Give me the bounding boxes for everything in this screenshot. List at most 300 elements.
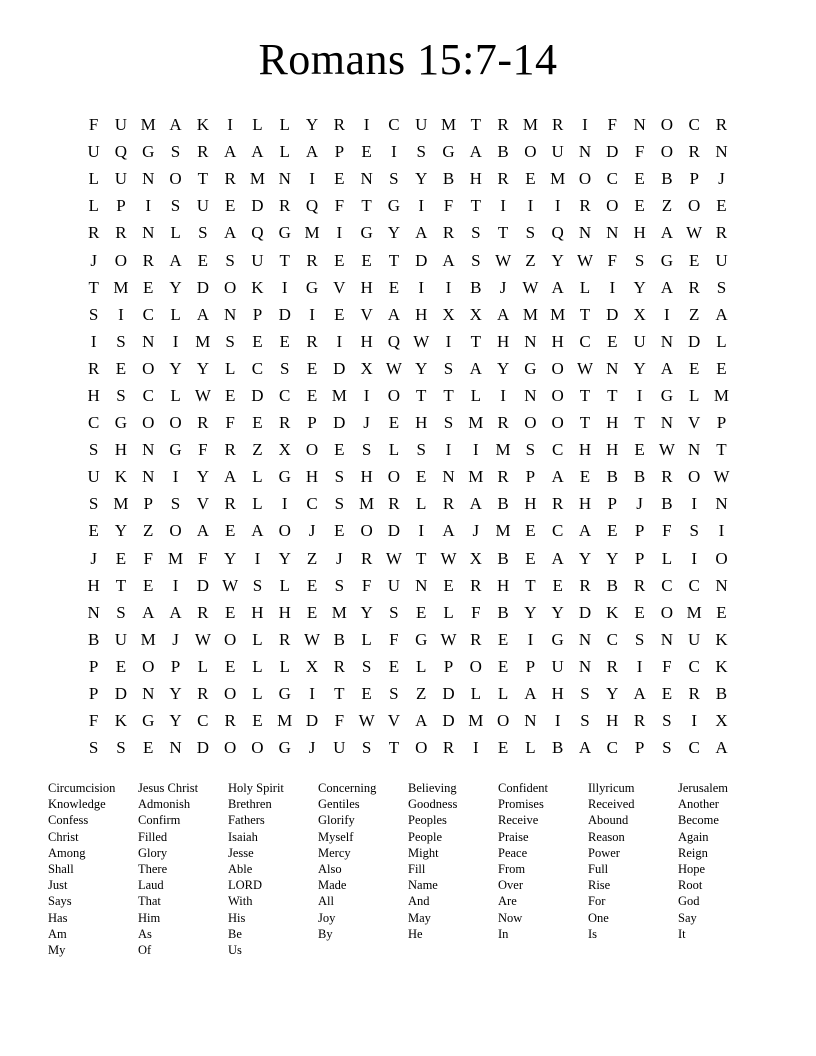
word-list-item: Now bbox=[498, 910, 523, 925]
grid-cell: Z bbox=[688, 304, 700, 324]
grid-cell: B bbox=[497, 494, 509, 514]
grid-cell: I bbox=[472, 738, 479, 758]
grid-cell: M bbox=[113, 494, 129, 514]
grid-cell: L bbox=[688, 385, 700, 405]
grid-cell: S bbox=[334, 494, 345, 514]
grid-cell: R bbox=[279, 629, 291, 649]
grid-cell: Y bbox=[169, 277, 182, 297]
grid-cell: A bbox=[415, 223, 428, 243]
grid-cell: I bbox=[691, 494, 698, 514]
grid-cell: V bbox=[387, 711, 401, 731]
grid-cell: L bbox=[170, 223, 181, 243]
grid-cell: S bbox=[471, 250, 481, 270]
grid-cell: A bbox=[469, 142, 482, 162]
grid-cell: O bbox=[578, 169, 592, 189]
grid-cell: M bbox=[140, 629, 156, 649]
word-list-column bbox=[408, 780, 498, 942]
grid-cell: U bbox=[633, 331, 646, 351]
grid-cell: X bbox=[715, 711, 728, 731]
grid-cell: A bbox=[223, 223, 237, 243]
grid-cell: O bbox=[606, 196, 619, 216]
grid-cell: N bbox=[660, 413, 674, 433]
grid-cell: M bbox=[713, 385, 730, 405]
word-list-item: Might bbox=[408, 845, 439, 860]
grid-cell: C bbox=[661, 575, 673, 595]
grid-cell: T bbox=[388, 250, 400, 270]
grid-cell: A bbox=[469, 494, 482, 514]
word-list-item: Another bbox=[678, 797, 719, 812]
grid-cell: I bbox=[472, 440, 479, 460]
grid-cell: Y bbox=[578, 548, 592, 568]
grid-cell: N bbox=[142, 440, 155, 460]
grid-cell: H bbox=[496, 331, 510, 351]
word-list-item: Confident bbox=[498, 781, 548, 795]
grid-cell: G bbox=[278, 738, 291, 758]
grid-cell: T bbox=[525, 575, 536, 595]
grid-cell: N bbox=[415, 575, 428, 595]
grid-cell: F bbox=[607, 250, 618, 270]
grid-cell: P bbox=[88, 684, 99, 704]
grid-cell: Y bbox=[196, 467, 209, 487]
grid-cell: E bbox=[306, 358, 318, 378]
grid-cell: Z bbox=[661, 196, 673, 216]
grid-cell: W bbox=[222, 575, 239, 595]
grid-cell: X bbox=[469, 304, 482, 324]
grid-cell: M bbox=[167, 548, 184, 568]
grid-cell: E bbox=[197, 250, 209, 270]
grid-cell: K bbox=[251, 277, 264, 297]
grid-cell: S bbox=[662, 711, 672, 731]
word-list-item: People bbox=[408, 829, 443, 844]
grid-cell: N bbox=[578, 629, 592, 649]
word-list-item: Root bbox=[678, 878, 703, 893]
grid-cell: E bbox=[252, 711, 263, 731]
word-list-item: Admonish bbox=[138, 797, 191, 812]
grid-cell: O bbox=[169, 169, 182, 189]
grid-cell: N bbox=[606, 358, 619, 378]
word-list-item: Made bbox=[318, 878, 347, 893]
grid-cell: A bbox=[387, 304, 401, 324]
word-list-column bbox=[678, 780, 768, 942]
grid-cell: R bbox=[87, 358, 100, 378]
grid-cell: M bbox=[468, 711, 484, 731]
grid-cell: J bbox=[336, 548, 343, 568]
grid-cell: O bbox=[496, 711, 510, 731]
grid-cell: C bbox=[279, 385, 291, 405]
grid-cell: O bbox=[524, 413, 537, 433]
grid-cell: T bbox=[443, 385, 454, 405]
grid-cell: A bbox=[223, 142, 237, 162]
grid-cell: Y bbox=[169, 711, 182, 731]
grid-cell: L bbox=[170, 385, 181, 405]
grid-cell: U bbox=[87, 467, 100, 487]
grid-cell: I bbox=[664, 304, 670, 324]
grid-cell: P bbox=[634, 521, 645, 541]
grid-cell: A bbox=[524, 684, 537, 704]
grid-cell: M bbox=[331, 385, 347, 405]
grid-cell: P bbox=[607, 494, 618, 514]
grid-cell: A bbox=[578, 738, 592, 758]
grid-cell: L bbox=[716, 331, 727, 351]
word-list bbox=[48, 780, 768, 958]
grid-cell: W bbox=[686, 223, 703, 243]
grid-cell: P bbox=[334, 142, 345, 162]
grid-cell: N bbox=[524, 385, 537, 405]
grid-cell: E bbox=[143, 738, 154, 758]
grid-cell: A bbox=[551, 548, 564, 568]
grid-cell: H bbox=[415, 304, 428, 324]
grid-cell: R bbox=[115, 223, 127, 243]
grid-cell: N bbox=[578, 656, 592, 676]
grid-cell: E bbox=[115, 548, 127, 568]
grid-cell: I bbox=[227, 115, 233, 135]
word-list-item: Rise bbox=[588, 878, 611, 893]
grid-cell: E bbox=[361, 250, 372, 270]
grid-cell: N bbox=[142, 169, 155, 189]
grid-cell: O bbox=[223, 684, 237, 704]
grid-cell: L bbox=[252, 684, 263, 704]
grid-cell: E bbox=[634, 169, 645, 189]
grid-cell: E bbox=[661, 684, 673, 704]
grid-cell: K bbox=[196, 115, 209, 135]
grid-cell: B bbox=[87, 629, 100, 649]
grid-cell: F bbox=[389, 629, 399, 649]
grid-cell: N bbox=[142, 223, 155, 243]
word-list-item: Promises bbox=[498, 797, 544, 812]
grid-cell: E bbox=[607, 521, 618, 541]
word-list-item: Power bbox=[588, 845, 620, 860]
grid-cell: O bbox=[660, 115, 674, 135]
grid-cell: E bbox=[525, 169, 536, 189]
grid-cell: A bbox=[196, 304, 209, 324]
grid-cell: F bbox=[198, 548, 208, 568]
grid-cell: I bbox=[636, 656, 643, 676]
grid-cell: E bbox=[334, 521, 345, 541]
grid-cell: K bbox=[606, 602, 619, 622]
grid-cell: B bbox=[606, 575, 618, 595]
word-list-item: Illyricum bbox=[588, 781, 635, 795]
grid-cell: C bbox=[688, 575, 700, 595]
grid-cell: E bbox=[252, 331, 263, 351]
grid-cell: O bbox=[387, 467, 401, 487]
grid-cell: D bbox=[606, 304, 619, 324]
grid-cell: S bbox=[716, 277, 727, 297]
grid-cell: R bbox=[688, 277, 700, 297]
grid-cell: T bbox=[416, 385, 427, 405]
grid-cell: Z bbox=[143, 521, 154, 541]
letter-grid bbox=[80, 111, 735, 761]
grid-cell: E bbox=[525, 521, 536, 541]
grid-cell: W bbox=[658, 440, 675, 460]
word-list-item: Filled bbox=[138, 829, 168, 844]
grid-cell: D bbox=[688, 331, 701, 351]
grid-cell: I bbox=[554, 711, 561, 731]
grid-cell: I bbox=[363, 385, 370, 405]
grid-cell: E bbox=[143, 277, 154, 297]
word-list-item: Myself bbox=[318, 829, 354, 844]
grid-cell: O bbox=[387, 385, 401, 405]
grid-cell: E bbox=[224, 385, 236, 405]
grid-cell: B bbox=[333, 629, 345, 649]
grid-cell: C bbox=[552, 440, 564, 460]
grid-cell: H bbox=[469, 169, 482, 189]
grid-cell: E bbox=[279, 331, 290, 351]
grid-cell: W bbox=[522, 277, 539, 297]
word-list-item: Receive bbox=[498, 813, 539, 828]
grid-cell: U bbox=[688, 629, 701, 649]
word-list-item: Be bbox=[228, 926, 242, 941]
grid-cell: T bbox=[470, 115, 481, 135]
grid-cell: B bbox=[442, 169, 455, 189]
word-list-item: Of bbox=[138, 943, 152, 958]
grid-cell: A bbox=[442, 250, 455, 270]
grid-cell: K bbox=[114, 711, 128, 731]
grid-cell: M bbox=[359, 494, 375, 514]
grid-cell: T bbox=[334, 684, 345, 704]
grid-cell: C bbox=[142, 304, 154, 324]
grid-cell: M bbox=[522, 304, 538, 324]
grid-cell: R bbox=[688, 684, 700, 704]
word-list-item: Isaiah bbox=[228, 829, 258, 844]
grid-cell: H bbox=[551, 684, 564, 704]
grid-cell: N bbox=[524, 711, 537, 731]
grid-cell: L bbox=[170, 304, 181, 324]
word-list-item: Reign bbox=[678, 845, 708, 860]
grid-cell: E bbox=[716, 602, 727, 622]
grid-cell: C bbox=[251, 358, 264, 378]
word-list-item: His bbox=[228, 910, 246, 925]
grid-cell: P bbox=[252, 304, 263, 324]
grid-cell: O bbox=[223, 277, 237, 297]
grid-cell: H bbox=[360, 467, 373, 487]
grid-cell: T bbox=[497, 223, 509, 243]
grid-cell: D bbox=[196, 277, 209, 297]
grid-cell: E bbox=[607, 331, 618, 351]
word-list-column bbox=[48, 780, 138, 958]
grid-cell: D bbox=[387, 521, 401, 541]
grid-cell: A bbox=[442, 521, 455, 541]
grid-cell: G bbox=[660, 385, 674, 405]
grid-cell: T bbox=[416, 548, 427, 568]
grid-cell: T bbox=[579, 413, 591, 433]
grid-cell: L bbox=[197, 656, 209, 676]
grid-cell: I bbox=[500, 385, 506, 405]
grid-cell: I bbox=[118, 304, 124, 324]
grid-cell: O bbox=[688, 196, 701, 216]
grid-cell: O bbox=[551, 358, 564, 378]
grid-cell: J bbox=[308, 738, 316, 758]
grid-cell: R bbox=[606, 656, 618, 676]
grid-cell: U bbox=[333, 738, 346, 758]
grid-cell: C bbox=[688, 738, 700, 758]
grid-cell: T bbox=[607, 385, 618, 405]
word-list-item: With bbox=[228, 894, 253, 909]
word-list-item: Gentiles bbox=[318, 797, 360, 812]
grid-cell: H bbox=[360, 331, 373, 351]
grid-cell: X bbox=[360, 358, 373, 378]
grid-cell: O bbox=[660, 142, 674, 162]
grid-cell: P bbox=[307, 413, 317, 433]
grid-cell: L bbox=[252, 629, 263, 649]
grid-cell: M bbox=[331, 602, 347, 622]
word-list-column bbox=[138, 780, 228, 958]
grid-cell: S bbox=[471, 223, 481, 243]
grid-cell: G bbox=[278, 684, 291, 704]
grid-cell: R bbox=[579, 196, 591, 216]
grid-cell: I bbox=[445, 440, 452, 460]
word-list-item: Am bbox=[48, 926, 67, 941]
grid-cell: H bbox=[524, 494, 537, 514]
grid-cell: O bbox=[415, 738, 428, 758]
grid-cell: G bbox=[142, 711, 155, 731]
grid-cell: A bbox=[223, 467, 237, 487]
grid-cell: J bbox=[90, 250, 97, 270]
grid-cell: W bbox=[440, 629, 457, 649]
grid-cell: I bbox=[554, 196, 561, 216]
grid-cell: E bbox=[388, 413, 400, 433]
grid-cell: W bbox=[576, 358, 594, 378]
word-list-item: Peace bbox=[498, 845, 528, 860]
grid-cell: K bbox=[715, 629, 728, 649]
grid-cell: K bbox=[114, 467, 128, 487]
grid-cell: L bbox=[497, 684, 509, 704]
grid-cell: L bbox=[416, 656, 427, 676]
word-list-item: Goodness bbox=[408, 797, 458, 812]
grid-cell: L bbox=[224, 358, 236, 378]
grid-cell: S bbox=[443, 358, 454, 378]
grid-cell: P bbox=[170, 656, 181, 676]
word-list-item: Name bbox=[408, 878, 438, 893]
grid-cell: Y bbox=[633, 277, 646, 297]
word-list-item: LORD bbox=[228, 878, 263, 893]
grid-cell: G bbox=[360, 223, 373, 243]
grid-cell: E bbox=[579, 467, 591, 487]
grid-cell: E bbox=[525, 548, 536, 568]
word-list-item: Fill bbox=[408, 862, 426, 877]
grid-cell: D bbox=[278, 304, 291, 324]
grid-cell: F bbox=[634, 142, 645, 162]
word-list-column bbox=[318, 780, 408, 942]
grid-cell: C bbox=[306, 494, 318, 514]
grid-cell: U bbox=[551, 656, 564, 676]
grid-cell: X bbox=[633, 304, 646, 324]
grid-cell: F bbox=[662, 521, 672, 541]
grid-cell: R bbox=[87, 223, 100, 243]
grid-cell: I bbox=[281, 277, 288, 297]
grid-cell: N bbox=[142, 684, 155, 704]
grid-cell: T bbox=[388, 738, 400, 758]
grid-cell: R bbox=[279, 196, 291, 216]
grid-cell: M bbox=[686, 602, 702, 622]
word-list-item: Brethren bbox=[228, 797, 272, 812]
grid-cell: R bbox=[552, 494, 564, 514]
grid-cell: T bbox=[716, 440, 727, 460]
grid-cell: I bbox=[418, 277, 425, 297]
grid-cell: D bbox=[251, 385, 264, 405]
grid-cell: B bbox=[715, 684, 728, 704]
grid-cell: O bbox=[551, 413, 564, 433]
grid-cell: M bbox=[495, 521, 511, 541]
grid-cell: L bbox=[88, 196, 99, 216]
grid-cell: U bbox=[551, 142, 564, 162]
grid-cell: L bbox=[279, 115, 290, 135]
grid-cell: D bbox=[333, 413, 346, 433]
grid-cell: R bbox=[552, 115, 564, 135]
grid-cell: C bbox=[388, 115, 400, 135]
word-list-item: Jesus Christ bbox=[138, 781, 199, 795]
grid-cell: O bbox=[278, 521, 291, 541]
word-list-item: Jerusalem bbox=[678, 781, 728, 795]
grid-cell: A bbox=[715, 304, 728, 324]
grid-cell: G bbox=[114, 413, 128, 433]
grid-cell: S bbox=[116, 385, 126, 405]
grid-cell: Y bbox=[415, 169, 428, 189]
word-list-item: Holy Spirit bbox=[228, 781, 284, 795]
grid-cell: F bbox=[607, 115, 618, 135]
grid-cell: U bbox=[196, 196, 209, 216]
grid-cell: U bbox=[715, 250, 728, 270]
grid-cell: B bbox=[552, 738, 564, 758]
grid-cell: S bbox=[170, 494, 181, 514]
grid-cell: E bbox=[634, 196, 645, 216]
grid-cell: O bbox=[524, 142, 537, 162]
grid-cell: D bbox=[442, 684, 455, 704]
grid-cell: J bbox=[172, 629, 179, 649]
grid-cell: M bbox=[304, 223, 320, 243]
grid-cell: R bbox=[306, 250, 318, 270]
grid-cell: B bbox=[497, 548, 509, 568]
grid-cell: R bbox=[197, 602, 209, 622]
grid-cell: J bbox=[636, 494, 643, 514]
word-list-item: Laud bbox=[138, 878, 164, 893]
word-list-item: Confess bbox=[48, 813, 89, 828]
grid-cell: I bbox=[691, 548, 698, 568]
grid-cell: O bbox=[223, 738, 237, 758]
grid-cell: W bbox=[194, 629, 211, 649]
grid-cell: L bbox=[252, 115, 263, 135]
grid-cell: I bbox=[418, 521, 425, 541]
grid-cell: O bbox=[169, 521, 182, 541]
grid-cell: S bbox=[580, 711, 590, 731]
grid-cell: P bbox=[143, 494, 153, 514]
grid-cell: A bbox=[715, 738, 728, 758]
grid-cell: U bbox=[387, 575, 401, 595]
grid-cell: H bbox=[496, 575, 510, 595]
grid-cell: N bbox=[442, 467, 455, 487]
word-list-item: It bbox=[678, 926, 686, 941]
word-list-item: Praise bbox=[498, 829, 529, 844]
grid-cell: W bbox=[495, 250, 512, 270]
grid-cell: T bbox=[634, 413, 645, 433]
grid-cell: A bbox=[633, 684, 646, 704]
word-list-item: Confirm bbox=[138, 813, 181, 828]
grid-cell: P bbox=[88, 656, 99, 676]
grid-cell: W bbox=[385, 548, 402, 568]
grid-cell: V bbox=[688, 413, 701, 433]
word-list-item: May bbox=[408, 910, 431, 925]
grid-cell: B bbox=[497, 142, 509, 162]
grid-cell: S bbox=[361, 440, 372, 460]
grid-cell: H bbox=[87, 575, 100, 595]
grid-cell: S bbox=[225, 250, 235, 270]
grid-cell: M bbox=[495, 440, 511, 460]
grid-cell: N bbox=[142, 331, 155, 351]
grid-cell: E bbox=[224, 656, 236, 676]
grid-cell: R bbox=[442, 738, 455, 758]
grid-cell: Y bbox=[305, 115, 319, 135]
grid-cell: R bbox=[197, 142, 209, 162]
word-list-item: Shall bbox=[48, 862, 74, 877]
